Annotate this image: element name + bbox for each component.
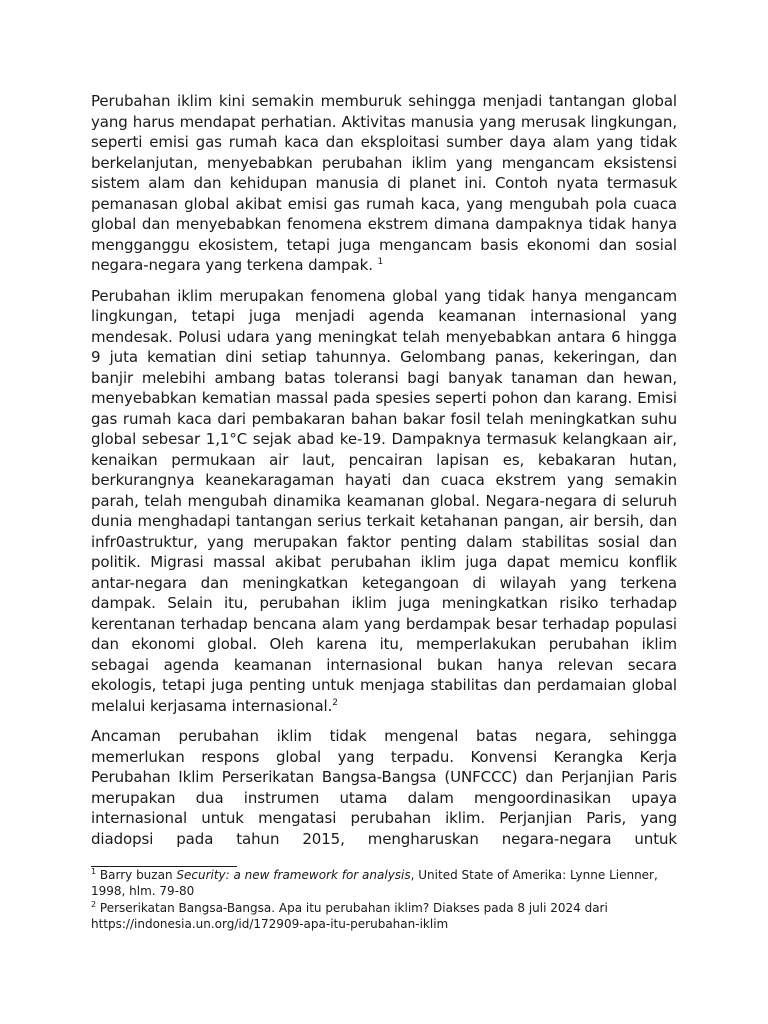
paragraph-3 — [91, 726, 677, 849]
footnote-separator — [91, 866, 237, 867]
footnote-1-number: 1 — [91, 867, 97, 876]
footnote-2 — [91, 901, 677, 932]
footnote-2-number: 2 — [91, 900, 97, 909]
footnote-1-title: Security: a new framework for analysis — [176, 868, 411, 882]
footnote-2-text: Perserikatan Bangsa-Bangsa. Apa itu perubahan iklim? Diakses pada 8 juli 2024 dari https://indonesia.un.org/id/172909-apa-itu-perubahan-iklim — [91, 901, 608, 931]
footnotes — [91, 868, 677, 934]
footnote-1-after: , United State of Amerika: Lynne Lienner, 1998, hlm. 79-80 — [91, 868, 658, 898]
paragraph-3-text: Ancaman perubahan iklim tidak mengenal batas negara, sehingga memerlukan respons global yang terpadu. Konvensi Kerangka Kerja Perubahan Iklim Perserikatan Bangsa-Bangsa (UNFCCC) dan Perjanjian Paris merupakan dua instrumen utama dalam mengoordinasikan upaya internasional untuk mengatasi perubahan iklim. Perjanjian Paris, yang diadopsi pada tahun 2015, mengharuskan negara-negara untuk — [91, 727, 677, 848]
paragraph-2 — [91, 286, 677, 717]
footnote-1-before: Barry buzan — [96, 868, 177, 882]
footnote-ref-1[interactable]: 1 — [377, 257, 384, 267]
footnote-ref-2[interactable]: 2 — [332, 697, 338, 708]
paragraph-1-text: Perubahan iklim kini semakin memburuk sehingga menjadi tantangan global yang harus mendapat perhatian. Aktivitas manusia yang merusak lingkungan, seperti emisi gas rumah kaca dan eksploitasi sumber daya alam yang tidak berkelanjutan, menyebabkan perubahan iklim yang mengancam eksistensi sistem alam dan kehidupan manusia di planet ini. Contoh nyata termasuk pemanasan global akibat emisi gas rumah kaca, yang mengubah pola cuaca global dan menyebabkan fenomena ekstrem dimana dampaknya tidak hanya mengganggu ekosistem, tetapi juga mengancam basis ekonomi dan sosial negara-negara yang terkena dampak. — [91, 92, 677, 274]
paragraph-2-text: Perubahan iklim merupakan fenomena global yang tidak hanya mengancam lingkungan, tetapi juga menjadi agenda keamanan internasional yang mendesak. Polusi udara yang meningkat telah menyebabkan antara 6 hingga 9 juta kematian dini setiap tahunnya. Gelombang panas, kekeringan, dan banjir melebihi ambang batas toleransi bagi banyak tanaman dan hewan, menyebabkan kematian massal pada spesies seperti pohon dan karang. Emisi gas rumah kaca dari pembakaran bahan bakar fosil telah meningkatkan suhu global sebesar 1,1°C sejak abad ke-19. Dampaknya termasuk kelangkaan air, kenaikan permukaan air laut, pencairan lapisan es, kebakaran hutan, berkurangnya keanekaragaman hayati dan cuaca ekstrem yang semakin parah, telah mengubah dinamika keamanan global. Negara-negara di seluruh dunia menghadapi tantangan serius terkait ketahanan pangan, air bersih, dan infr0astruktur, yang merupakan faktor penting dalam stabilitas sosial dan politik. Migrasi massal akibat perubahan iklim juga dapat memicu konflik antar-negara dan meningkatkan ketegangoan di wilayah yang terkena dampak. Selain itu, perubahan iklim juga meningkatkan risiko terhadap kerentanan terhadap bencana alam yang berdampak besar terhadap populasi dan ekonomi global. Oleh karena itu, memperlakukan perubahan iklim sebagai agenda keamanan internasional bukan hanya relevan secara ekologis, tetapi juga penting untuk menjaga stabilitas dan perdamaian global melalui kerjasama internasional. — [91, 286, 677, 715]
paragraph-1 — [91, 91, 677, 276]
footnote-1 — [91, 868, 677, 899]
body-text — [91, 91, 677, 859]
